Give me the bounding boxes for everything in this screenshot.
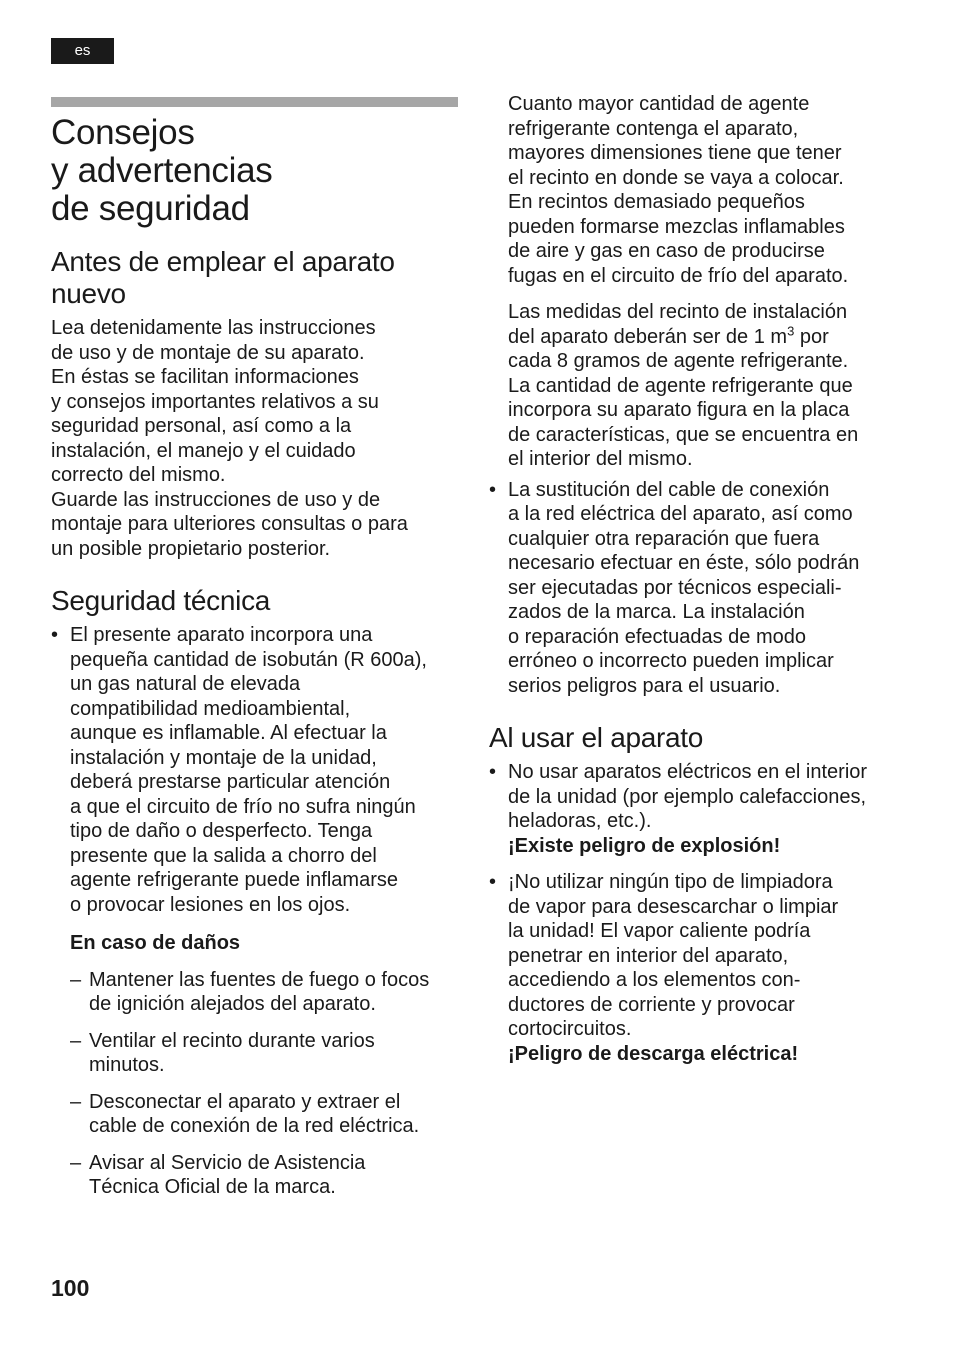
heading-line: Antes de emplear el aparato <box>51 246 395 277</box>
title-line: Consejos <box>51 113 195 152</box>
electric-shock-warning: ¡Peligro de descarga eléctrica! <box>508 1042 799 1065</box>
text-line: correcto del mismo. <box>51 464 226 486</box>
text-line: tipo de daño o desperfecto. Tenga <box>70 820 373 842</box>
text-line: Cuanto mayor cantidad de agente <box>508 93 810 115</box>
text-line: de aire y gas en caso de producirse <box>508 240 825 262</box>
heading-technical-safety: Seguridad técnica <box>51 585 271 616</box>
right-column <box>489 92 909 1066</box>
list-item <box>51 623 466 917</box>
heading-line: nuevo <box>51 278 126 309</box>
text-line: el interior del mismo. <box>508 448 693 470</box>
text-line: de características, que se encuentra en <box>508 423 859 446</box>
text-fragment: por <box>794 325 829 348</box>
technical-safety-list <box>51 623 466 917</box>
text-line: de ignición alejados del aparato. <box>89 993 376 1015</box>
text-line: incorpora su aparato figura en la placa <box>508 399 850 421</box>
text-line: ser ejecutadas por técnicos especiali- <box>508 576 842 599</box>
text-line: – Desconectar el aparato y extraer el <box>89 1090 401 1113</box>
text-line: la unidad! El vapor caliente podría <box>508 920 811 942</box>
text-line: compatibilidad medioambiental, <box>70 697 351 720</box>
text-line: seguridad personal, así como a la <box>51 415 352 437</box>
text-line: – Avisar al Servicio de Asistencia <box>89 1151 366 1174</box>
list-item <box>70 1090 466 1139</box>
text-line: fugas en el circuito de frío del aparato. <box>508 264 849 287</box>
text-line: pueden formarse mezclas inflamables <box>508 215 845 238</box>
heading-using-appliance: Al usar el aparato <box>489 722 704 753</box>
text-line: instalación y montaje de la unidad, <box>70 746 377 769</box>
text-line: montaje para ulteriores consultas o para <box>51 513 408 535</box>
text-line: heladoras, etc.). <box>508 810 652 832</box>
text-line: En recintos demasiado pequeños <box>508 191 805 213</box>
text-line: cable de conexión de la red eléctrica. <box>89 1115 420 1137</box>
text-line: penetrar en interior del aparato, <box>508 944 789 967</box>
list-item <box>489 870 909 1066</box>
text-line: zados de la marca. La instalación <box>508 601 805 623</box>
section-rule <box>51 97 458 107</box>
text-line: cortocircuitos. <box>508 1018 632 1040</box>
usage-warnings-list <box>489 760 909 1066</box>
text-line <box>508 322 909 350</box>
page-title <box>51 114 466 228</box>
damage-subheading: En caso de daños <box>70 932 241 954</box>
text-line: Técnica Oficial de la marca. <box>89 1176 336 1198</box>
text-line: a la red eléctrica del aparato, así como <box>508 503 853 525</box>
paragraph-refrigerant-volume <box>489 92 909 288</box>
text-line: de uso y de montaje de su aparato. <box>51 341 365 364</box>
text-line: deberá prestarse particular atención <box>70 771 391 793</box>
paragraph-before-use <box>51 316 466 561</box>
text-line: erróneo o incorrecto pueden implicar <box>508 650 834 672</box>
text-line: En éstas se facilitan informaciones <box>51 366 359 388</box>
text-line: • La sustitución del cable de conexión <box>508 478 830 501</box>
text-line: y consejos importantes relativos a su <box>51 390 379 413</box>
damage-steps-list <box>51 968 466 1200</box>
explosion-warning: ¡Existe peligro de explosión! <box>508 834 781 857</box>
heading-before-use <box>51 246 466 310</box>
text-line: • El presente aparato incorpora una <box>70 624 373 646</box>
text-line: o reparación efectuadas de modo <box>508 625 806 648</box>
text-line: accediendo a los elementos con- <box>508 969 801 991</box>
title-line: de seguridad <box>51 189 250 228</box>
text-line: serios peligros para el usuario. <box>508 674 781 697</box>
text-line: aunque es inflamable. Al efectuar la <box>70 722 387 744</box>
text-line: presente que la salida a chorro del <box>70 844 377 867</box>
page-number: 100 <box>51 1275 90 1301</box>
text-line: necesario efectuar en éste, sólo podrán <box>508 552 860 574</box>
text-line: de vapor para desescarchar o limpiar <box>508 895 839 918</box>
text-line: un posible propietario posterior. <box>51 537 331 560</box>
text-line: cada 8 gramos de agente refrigerante. <box>508 350 849 372</box>
text-line: • ¡No utilizar ningún tipo de limpiadora <box>508 871 833 893</box>
text-line: refrigerante contenga el aparato, <box>508 117 799 140</box>
text-line: • No usar aparatos eléctricos en el interior <box>508 761 868 783</box>
text-line: – Mantener las fuentes de fuego o focos <box>89 968 430 991</box>
text-fragment: del aparato deberán ser de 1 m <box>508 325 788 348</box>
superscript: 3 <box>787 322 795 338</box>
repair-list <box>489 478 909 699</box>
paragraph-room-size <box>489 300 909 472</box>
title-line: y advertencias <box>51 151 273 190</box>
text-line: el recinto en donde se vaya a colocar. <box>508 166 844 189</box>
text-line: – Ventilar el recinto durante varios <box>89 1029 375 1052</box>
list-item <box>70 1029 466 1078</box>
text-line: o provocar lesiones en los ojos. <box>70 893 351 916</box>
text-line: un gas natural de elevada <box>70 673 301 695</box>
list-item <box>489 478 909 699</box>
text-line: agente refrigerante puede inflamarse <box>70 869 398 891</box>
text-line: cualquier otra reparación que fuera <box>508 527 820 550</box>
text-line: Lea detenidamente las instrucciones <box>51 317 376 339</box>
text-line: a que el circuito de frío no sufra ningún <box>70 795 416 818</box>
text-line: ductores de corriente y provocar <box>508 993 795 1016</box>
language-tag: es <box>51 38 114 64</box>
text-line: Las medidas del recinto de instalación <box>508 301 848 323</box>
text-line: pequeña cantidad de isobután (R 600a), <box>70 648 427 671</box>
text-line: La cantidad de agente refrigerante que <box>508 374 853 397</box>
text-line: Guarde las instrucciones de uso y de <box>51 488 381 511</box>
text-line: mayores dimensiones tiene que tener <box>508 142 842 164</box>
text-line: minutos. <box>89 1054 165 1076</box>
text-line: de la unidad (por ejemplo calefacciones, <box>508 785 866 808</box>
left-column <box>51 114 466 1200</box>
list-item <box>70 1151 466 1200</box>
text-line: instalación, el manejo y el cuidado <box>51 439 356 462</box>
list-item <box>70 968 466 1017</box>
list-item <box>489 760 909 858</box>
